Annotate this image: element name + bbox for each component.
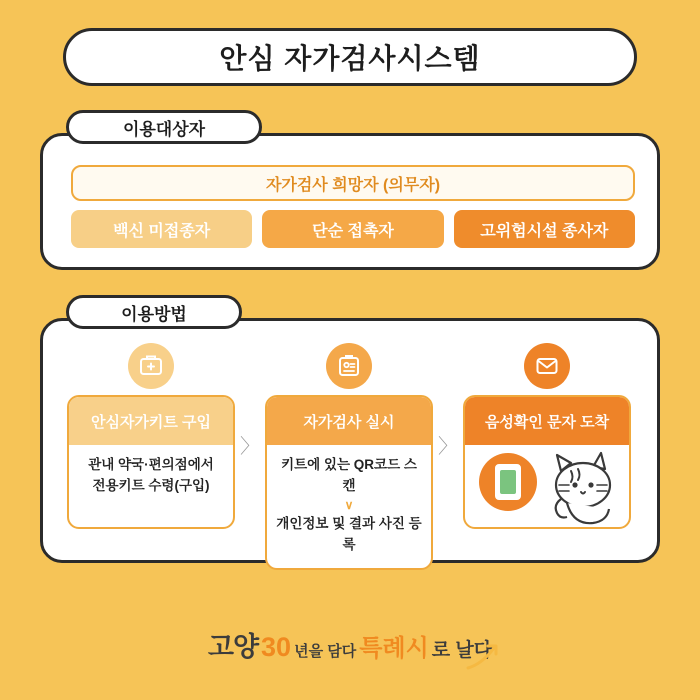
clipboard-id-icon [326, 343, 372, 389]
step-3-title: 음성확인 문자 도착 [465, 397, 629, 445]
step-2 [265, 369, 433, 570]
phone-screen [500, 470, 516, 494]
footer-years: 년을 담다 [294, 642, 357, 660]
step-2-line1: 키트에 있는 QR코드 스캔 [281, 457, 417, 493]
step-2-card [265, 395, 433, 570]
step-1-body [69, 445, 233, 527]
footer-goyang: 고양 [207, 631, 259, 662]
section-target-users [40, 133, 660, 270]
step-separator-2: 〉 [438, 435, 458, 458]
step-3 [463, 369, 631, 529]
section-how-to-use [40, 318, 660, 563]
footer-thirty: 30 [261, 631, 292, 662]
smartphone-icon [479, 453, 537, 511]
step-1 [67, 369, 235, 529]
page-title-text: 안심 자가검사시스템 [219, 43, 481, 74]
step-2-title: 자가검사 실시 [267, 397, 431, 445]
section-label-target-users: 이용대상자 [66, 110, 262, 144]
swoosh-icon [466, 644, 500, 670]
target-chip-highrisk-worker: 고위험시설 종사자 [454, 210, 635, 248]
footer-logo-text [208, 625, 492, 664]
target-primary-item: 자가검사 희망자 (의무자) [71, 165, 635, 201]
step-1-card [67, 395, 235, 529]
target-chip-unvaccinated: 백신 미접종자 [71, 210, 252, 248]
target-chip-row [71, 210, 635, 248]
step-separator-1: 〉 [240, 435, 260, 458]
phone-body [495, 464, 521, 500]
footer-teuksae: 특례시 [359, 634, 429, 662]
step-1-line1: 관내 약국·편의점에서 [88, 457, 214, 472]
step-1-line2: 전용키트 수령(구입) [92, 477, 210, 493]
kit-box-icon [128, 343, 174, 389]
page-title [63, 28, 637, 86]
footer-tail: 로 날다 [431, 639, 493, 661]
cat-mascot-icon [531, 441, 627, 527]
step-3-body [465, 445, 629, 527]
section-label-how-to-use: 이용방법 [66, 295, 242, 329]
step-2-sub-arrow: ∨ [344, 497, 354, 512]
message-envelope-icon [524, 343, 570, 389]
step-3-illustration [465, 445, 629, 527]
step-2-body [267, 445, 431, 568]
target-chip-contact: 단순 접촉자 [262, 210, 443, 248]
step-3-card [463, 395, 631, 529]
step-2-line2: 개인정보 및 결과 사진 등록 [276, 516, 422, 552]
steps-container [67, 369, 639, 552]
step-1-title: 안심자가키트 구입 [69, 397, 233, 445]
footer-logo [0, 612, 700, 676]
